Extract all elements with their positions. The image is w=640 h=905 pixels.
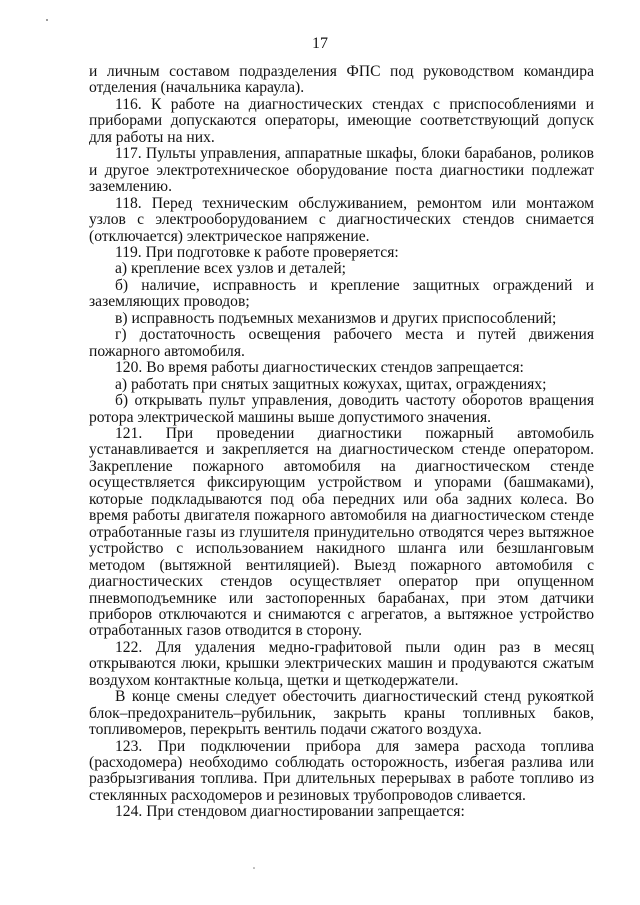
list-item-119-a: а) крепление всех узлов и деталей; [115,260,346,278]
paragraph-118: 118. Перед техническим обслуживанием, ремонтом или монтажом узлов с электрооборудованием с диагностических стендов снимается (отключается) электрическое напряжение. [89,194,594,245]
list-item-120-b: б) открывать пульт управления, доводить частоту оборотов вращения ротора электрической машины выше допустимого значения. [89,392,594,426]
paragraph-122: 122. Для удаления медно-графитовой пыли один раз в месяц открываются люки, крышки электрических машин и продуваются сжатым воздухом контактные кольца, щетки и щеткодержатели. [89,638,594,689]
paragraph-end-of-shift: В конце смены следует обесточить диагностический стенд рукояткой блок–предохранитель–рубильник, закрыть краны топливных баков, топливомеров, перекрыть вентиль подачи сжатого воздуха. [89,688,594,739]
paragraph-124: 124. При стендовом диагностировании запрещается: [115,803,465,821]
paragraph-121: 121. При проведении диагностики пожарный автомобиль устанавливается и закрепляется на диагностическом стенде оператором. Закрепление пожарного автомобиля на диагностическом стенде осуществляется фиксирующим устройством и упорами (башмаками), которые подкладываются под оба передних или оба задних колеса. Во время работы двигателя пожарного автомобиля на диагностическом стенде отработанные газы из глушителя принудительно отводятся через вытяжное устройство с использованием накидного шланга или безшланговым методом (вытяжной вентиляцией). Выезд пожарного автомобиля с диагностических стендов осуществляет оператор при опущенном пневмоподъемнике или застопоренных барабанах, при этом датчики приборов отключаются и снимаются с агрегатов, а вытяжное устройство отработанных газов отводится в сторону. [89,424,594,640]
paragraph-119: 119. При подготовке к работе проверяется: [115,243,399,261]
document-body [89,64,594,821]
paragraph-120: 120. Во время работы диагностических стендов запрещается: [115,359,524,377]
paragraph-123: 123. При подключении прибора для замера расхода топлива (расходомера) необходимо соблюдать осторожность, избегая разлива или разбрызгивания топлива. При длительных перерывах в работе топливо из стеклянных расходомеров и резиновых трубопроводов сливается. [89,737,594,804]
list-item-120-a: а) работать при снятых защитных кожухах, щитах, ограждениях; [115,375,547,393]
list-item-119-g: г) достаточность освещения рабочего места и путей движения пожарного автомобиля. [89,326,594,360]
paragraph-117: 117. Пульты управления, аппаратные шкафы, блоки барабанов, роликов и другое электротехническое оборудование поста диагностики подлежат заземлению. [89,145,594,196]
list-item-119-v: в) исправность подъемных механизмов и других приспособлений; [115,309,557,327]
scan-speck [253,867,255,869]
paragraph-continuation: и личным составом подразделения ФПС под руководством командира отделения (начальника караула). [89,63,594,97]
page-number: 17 [312,35,328,52]
list-item-119-b: б) наличие, исправность и крепление защитных ограждений и заземляющих проводов; [89,276,594,311]
paragraph-116: 116. К работе на диагностических стендах с приспособлениями и приборами допускаются операторы, имеющие соответствующий допуск для работы на них. [89,95,594,146]
scan-speck [46,19,48,21]
